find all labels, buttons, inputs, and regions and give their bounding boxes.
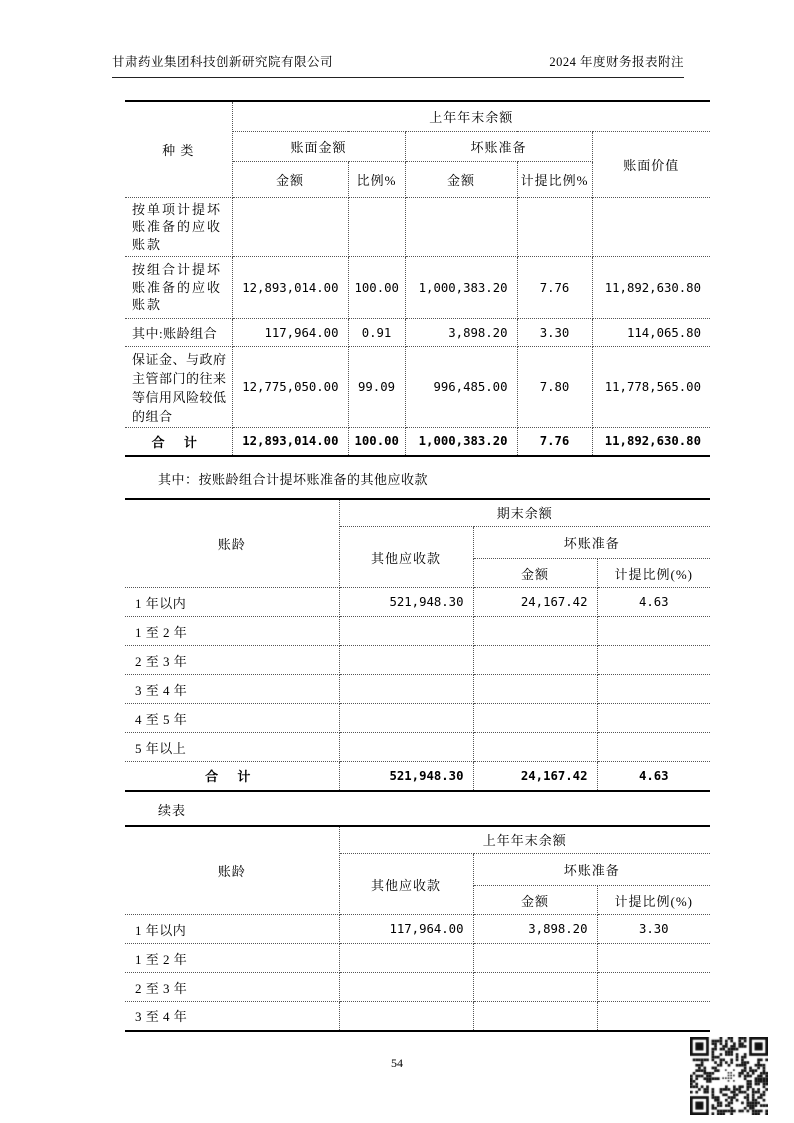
t3-cell (339, 944, 473, 973)
t3-aging-label: 1 年以内 (125, 915, 339, 944)
t2-cell (473, 733, 597, 762)
t1-row-category: 按单项计提坏账准备的应收账款 (125, 197, 232, 257)
table-row (125, 257, 710, 319)
t1-cell: 117,964.00 (232, 319, 348, 347)
t1-header-book-value: 账面价值 (592, 131, 710, 197)
t2-cell (339, 704, 473, 733)
t1-cell: 996,485.00 (405, 347, 517, 428)
t2-aging-label: 5 年以上 (125, 733, 339, 762)
t2-header-ratio: 计提比例(%) (597, 559, 710, 588)
table-row (125, 588, 710, 617)
t2-cell: 4.63 (597, 762, 710, 791)
table-row (125, 733, 710, 762)
t2-cell: 24,167.42 (473, 588, 597, 617)
t2-cell (339, 675, 473, 704)
t2-total-label: 合 计 (125, 762, 339, 791)
t1-cell: 12,775,050.00 (232, 347, 348, 428)
t1-header-bad-debt: 坏账准备 (405, 131, 592, 161)
t3-aging-label: 3 至 4 年 (125, 1002, 339, 1031)
t1-cell: 7.76 (517, 257, 592, 319)
t2-cell (339, 617, 473, 646)
t1-cell: 11,892,630.80 (592, 257, 710, 319)
t1-cell: 3,898.20 (405, 319, 517, 347)
t2-aging-label: 2 至 3 年 (125, 646, 339, 675)
t3-aging-label: 1 至 2 年 (125, 944, 339, 973)
other-receivables-aging-table-prior (125, 825, 710, 1032)
t1-cell: 12,893,014.00 (232, 257, 348, 319)
t2-aging-label: 1 至 2 年 (125, 617, 339, 646)
t3-cell (597, 1002, 710, 1031)
t1-cell: 11,778,565.00 (592, 347, 710, 428)
t2-cell (473, 675, 597, 704)
t2-header-period-end-balance: 期末余额 (339, 499, 710, 527)
t2-header-bad-debt: 坏账准备 (473, 527, 710, 559)
t2-cell: 521,948.30 (339, 588, 473, 617)
t3-cell (473, 944, 597, 973)
t1-header-amount2: 金额 (405, 161, 517, 197)
t1-cell (348, 197, 405, 257)
continued-table-label: 续表 (158, 802, 187, 818)
table-row (125, 347, 710, 428)
other-receivables-aging-table-current (125, 498, 710, 792)
t1-cell: 12,893,014.00 (232, 428, 348, 456)
t3-cell (473, 1002, 597, 1031)
t2-cell: 24,167.42 (473, 762, 597, 791)
t3-header-prior-year-balance: 上年年末余额 (339, 826, 710, 854)
t3-header-amount: 金额 (473, 886, 597, 915)
page-header (112, 52, 684, 78)
t3-cell: 3,898.20 (473, 915, 597, 944)
t2-header-amount: 金额 (473, 559, 597, 588)
t1-cell: 114,065.80 (592, 319, 710, 347)
table-total-row (125, 762, 710, 791)
t2-cell (597, 617, 710, 646)
t1-header-amount1: 金额 (232, 161, 348, 197)
t1-cell (517, 197, 592, 257)
table-row (125, 646, 710, 675)
t2-cell (597, 704, 710, 733)
t1-cell: 1,000,383.20 (405, 428, 517, 456)
t2-aging-label: 1 年以内 (125, 588, 339, 617)
t2-cell (597, 646, 710, 675)
qr-code (690, 1037, 768, 1115)
t3-header-aging: 账龄 (125, 826, 339, 915)
table-row (125, 197, 710, 257)
t1-cell (405, 197, 517, 257)
t1-cell (232, 197, 348, 257)
t1-cell: 99.09 (348, 347, 405, 428)
t1-row-category: 其中:账龄组合 (125, 319, 232, 347)
t2-cell (339, 733, 473, 762)
t2-cell (473, 704, 597, 733)
t1-header-ratio1: 比例% (348, 161, 405, 197)
t1-cell: 11,892,630.80 (592, 428, 710, 456)
t2-header-aging: 账龄 (125, 499, 339, 588)
t2-cell (473, 646, 597, 675)
t1-cell: 100.00 (348, 257, 405, 319)
t1-row-category: 按组合计提坏账准备的应收账款 (125, 257, 232, 319)
t2-cell (597, 733, 710, 762)
t2-header-other-receivables: 其他应收款 (339, 527, 473, 588)
company-name: 甘肃药业集团科技创新研究院有限公司 (112, 55, 334, 69)
t1-cell: 1,000,383.20 (405, 257, 517, 319)
table-total-row (125, 428, 710, 456)
t1-cell: 0.91 (348, 319, 405, 347)
t1-cell: 7.76 (517, 428, 592, 456)
t3-header-bad-debt: 坏账准备 (473, 854, 710, 886)
table-row (125, 617, 710, 646)
table-row (125, 915, 710, 944)
table-row (125, 675, 710, 704)
t3-cell: 3.30 (597, 915, 710, 944)
t3-header-ratio: 计提比例(%) (597, 886, 710, 915)
t1-cell: 3.30 (517, 319, 592, 347)
t2-cell (339, 646, 473, 675)
aging-note: 其中：按账龄组合计提坏账准备的其他应收款 (158, 471, 429, 487)
t3-cell: 117,964.00 (339, 915, 473, 944)
t1-cell (592, 197, 710, 257)
table-row (125, 319, 710, 347)
report-title: 2024 年度财务报表附注 (549, 55, 684, 69)
t2-cell (597, 675, 710, 704)
t3-cell (597, 944, 710, 973)
t2-cell (473, 617, 597, 646)
t1-cell: 7.80 (517, 347, 592, 428)
table-row (125, 704, 710, 733)
t3-aging-label: 2 至 3 年 (125, 973, 339, 1002)
table-row (125, 973, 710, 1002)
t1-total-label: 合 计 (125, 428, 232, 456)
t3-cell (473, 973, 597, 1002)
t1-cell: 100.00 (348, 428, 405, 456)
t1-header-prior-year-balance: 上年年末余额 (232, 101, 710, 131)
table-row (125, 1002, 710, 1031)
receivables-by-category-table (125, 100, 710, 457)
t2-aging-label: 4 至 5 年 (125, 704, 339, 733)
page-number: 54 (391, 1055, 403, 1070)
t3-cell (339, 973, 473, 1002)
t3-cell (597, 973, 710, 1002)
t2-aging-label: 3 至 4 年 (125, 675, 339, 704)
t1-header-category: 种 类 (125, 101, 232, 197)
t1-row-category: 保证金、与政府主管部门的往来等信用风险较低的组合 (125, 347, 232, 428)
t1-header-ratio2: 计提比例% (517, 161, 592, 197)
t3-cell (339, 1002, 473, 1031)
t1-header-book-amount: 账面金额 (232, 131, 405, 161)
t3-header-other-receivables: 其他应收款 (339, 854, 473, 915)
table-row (125, 944, 710, 973)
t2-cell: 521,948.30 (339, 762, 473, 791)
t2-cell: 4.63 (597, 588, 710, 617)
